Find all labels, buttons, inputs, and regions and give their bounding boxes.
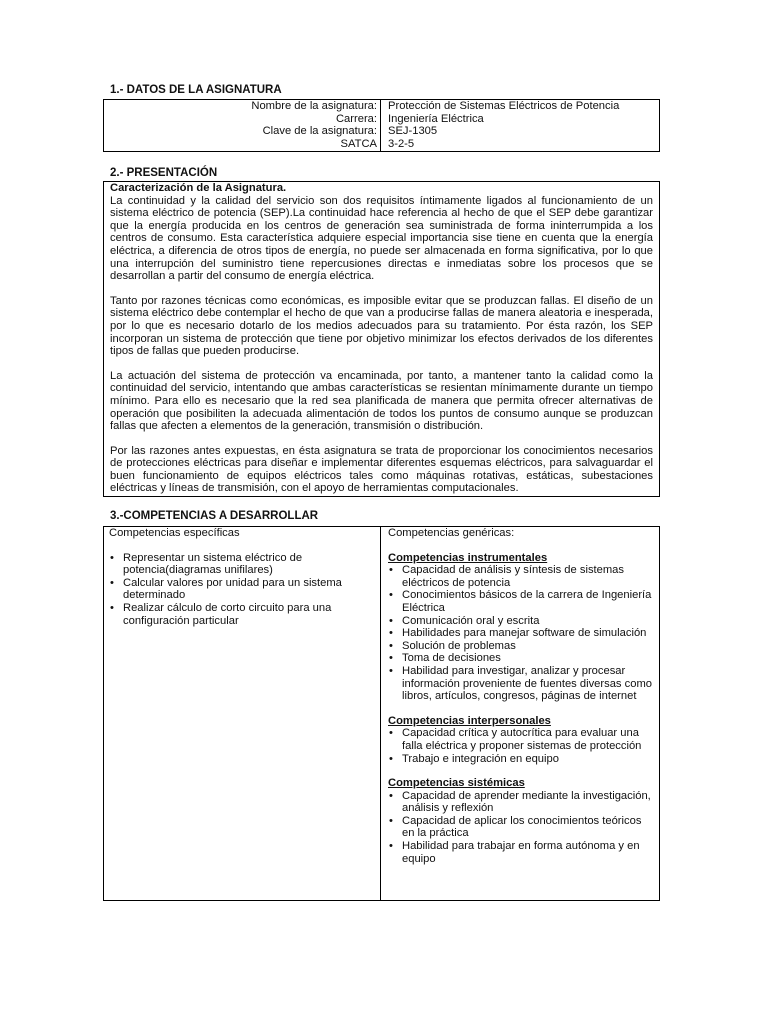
table-row-subject-name <box>104 100 659 113</box>
list-item: • Habilidades para manejar software de simulación <box>388 627 656 640</box>
row-key: Clave de la asignatura: <box>262 125 377 137</box>
table-divider <box>380 527 381 900</box>
list-item: • Comunicación oral y escrita <box>388 615 656 628</box>
list-item: • Calcular valores por unidad para un sistema determinado <box>109 577 371 602</box>
list-item: • Capacidad de análisis y síntesis de sistemas eléctricos de potencia <box>388 564 656 589</box>
row-value: Protección de Sistemas Eléctricos de Potencia <box>388 100 620 112</box>
generic-competencies-column <box>388 527 656 865</box>
row-value: Ingeniería Eléctrica <box>388 112 484 125</box>
systemic-competencies-heading: Competencias sistémicas <box>388 777 525 790</box>
competencies-table <box>103 526 660 901</box>
list-item: • Toma de decisiones <box>388 652 656 665</box>
row-key: Carrera: <box>335 112 377 125</box>
list-item: • Conocimientos básicos de la carrera de Ingeniería Eléctrica <box>388 589 656 614</box>
presentation-box <box>103 181 660 497</box>
section-3-title: 3.-COMPETENCIAS A DESARROLLAR <box>110 510 319 522</box>
row-value: 3-2-5 <box>388 137 415 150</box>
specific-competencies-column <box>109 527 371 627</box>
section-1-title: 1.- DATOS DE LA ASIGNATURA <box>110 84 282 96</box>
list-item: • Capacidad crítica y autocrítica para evaluar una falla eléctrica y proponer sistemas de protección <box>388 727 656 752</box>
list-item: • Capacidad de aprender mediante la investigación, análisis y reflexión <box>388 790 656 815</box>
specific-competencies-heading: Competencias específicas <box>109 527 240 539</box>
presentation-paragraph-4: Por las razones antes expuestas, en ésta asignatura se trata de proporcionar los conocimientos necesarios de protecciones eléctricas para diseñar e implementar diferentes esquemas eléctricos, para salvaguardar el buen funcionamiento de equipos eléctricos tales como máquinas rotativas, estáticas, subestaciones eléctricas y líneas de transmisión, con el apoyo de herramientas computacionales. <box>110 444 653 495</box>
generic-competencies-heading: Competencias genéricas: <box>388 527 515 539</box>
list-item: • Habilidad para trabajar en forma autónoma y en equipo <box>388 840 656 865</box>
list-item: • Representar un sistema eléctrico de potencia(diagramas unifilares) <box>109 552 371 577</box>
subject-data-table <box>103 99 660 152</box>
systemic-competencies-list <box>388 790 656 866</box>
table-row-satca <box>104 138 659 151</box>
presentation-paragraph-3: La actuación del sistema de protección va encaminada, por tanto, a mantener tanto la calidad como la continuidad del servicio, intentando que ambas características se resientan mínimamente durante un tiempo mínimo. Para ello es necesario que la red sea planificada de manera que permita ofrecer alternativas de operación que posibiliten la adecuada alimentación de todos los puntos de consumo aunque se produzcan fallas que afecten a elementos de la generación, transmisión o distribución. <box>110 369 653 433</box>
instrumental-competencies-heading: Competencias instrumentales <box>388 551 548 564</box>
list-item: • Realizar cálculo de corto circuito para una configuración particular <box>109 602 371 627</box>
list-item: • Habilidad para investigar, analizar y procesar información proveniente de fuentes diversas como libros, artículos, congresos, páginas de internet <box>388 665 656 703</box>
table-row-subject-code <box>104 125 659 138</box>
list-item: • Capacidad de aplicar los conocimientos teóricos en la práctica <box>388 815 656 840</box>
characterization-heading: Caracterización de la Asignatura. <box>110 182 287 194</box>
presentation-paragraph-1: La continuidad y la calidad del servicio son dos requisitos íntimamente ligados al funcionamiento de un sistema eléctrico de potencia (SEP).La continuidad hace referencia al hecho de que el SEP debe garantizar que la energía producida en los centros de generación sea suministrada de forma ininterrumpida a los centros de consumo. Esta característica adquiere especial importancia sise tiene en cuenta que la energía eléctrica, a diferencia de otros tipos de energía, no puede ser almacenada en forma significativa, por lo que una interrupción del suministro tiene repercusiones directas e inmediatas sobre los procesos que se desarrollan a partir del consumo de energía eléctrica. <box>110 194 653 283</box>
list-item: • Solución de problemas <box>388 640 656 653</box>
list-item: • Trabajo e integración en equipo <box>388 753 656 766</box>
interpersonal-competencies-list <box>388 727 656 765</box>
table-row-career <box>104 113 659 126</box>
row-key: Nombre de la asignatura: <box>251 100 377 112</box>
section-2-title: 2.- PRESENTACIÓN <box>110 167 218 179</box>
interpersonal-competencies-heading: Competencias interpersonales <box>388 714 551 727</box>
instrumental-competencies-list <box>388 564 656 703</box>
row-value: SEJ-1305 <box>388 125 438 137</box>
specific-competencies-list <box>109 552 371 628</box>
row-key: SATCA <box>340 137 377 150</box>
presentation-paragraph-2: Tanto por razones técnicas como económicas, es imposible evitar que se produzcan fallas. El diseño de un sistema eléctrico debe contemplar el hecho de que van a producirse fallas de manera aleatoria e inesperada, por lo que es necesario dotarlo de los medios adecuados para su tratamiento. Por ésta razón, los SEP incorporan un sistema de protección que tiene por objetivo minimizar los efectos derivados de los diferentes tipos de fallas que pueden producirse. <box>110 294 653 358</box>
